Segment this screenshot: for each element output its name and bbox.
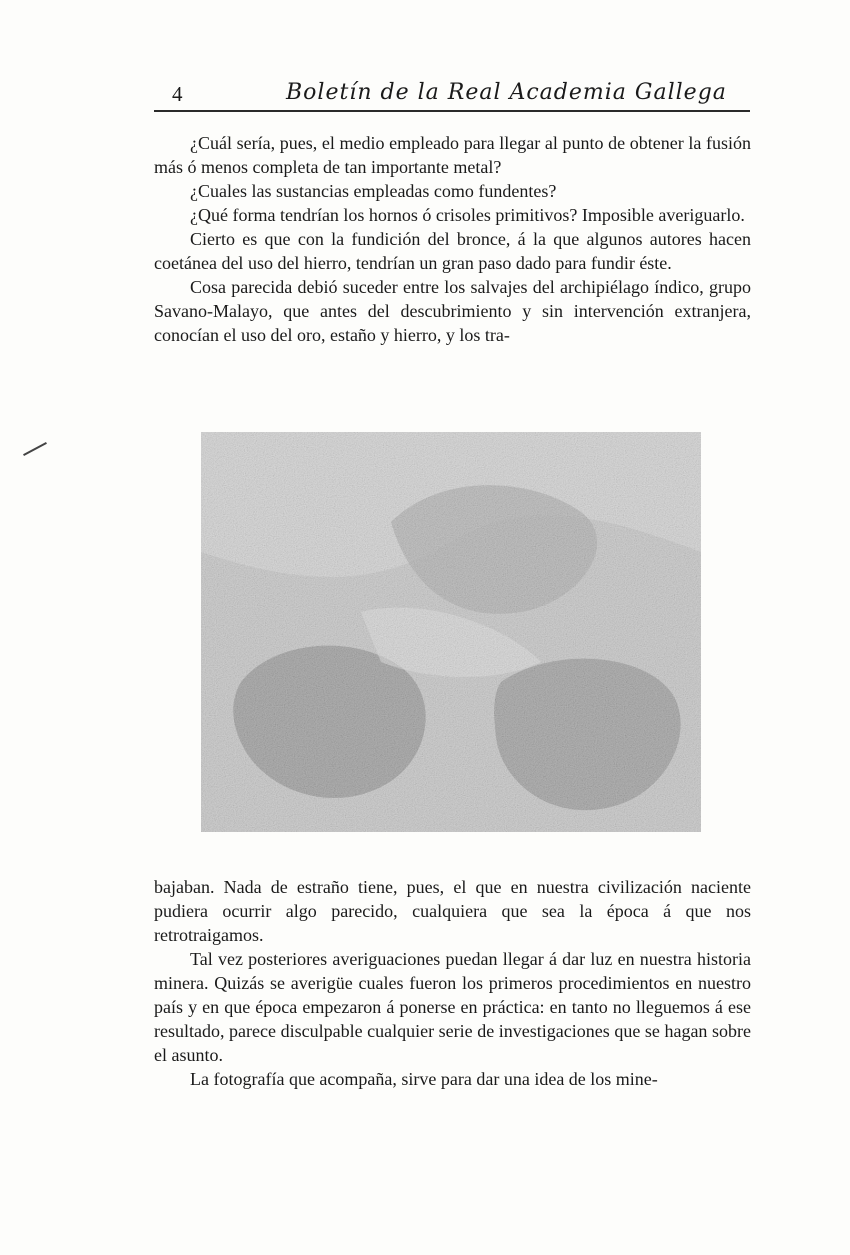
paragraph: ¿Cuál sería, pues, el medio empleado para llegar al punto de obtener la fusión más ó menos completa de tan importante metal?: [154, 133, 751, 177]
halftone-photograph: [201, 432, 701, 832]
paragraph: Tal vez posteriores averiguaciones puedan llegar á dar luz en nuestra historia minera. Quizás se averigüe cuales fueron los primeros procedimientos en nuestro país y en que época empezaron á ponerse en práctica: en tanto no lleguemos á ese resultado, parece disculpable cualquier serie de investigaciones que se hagan sobre el asunto.: [154, 949, 751, 1065]
running-head-title: Boletín de la Real Academia Gallega: [286, 80, 727, 105]
body-text-bottom: [154, 875, 751, 1091]
stray-mark: [23, 442, 47, 456]
paragraph: La fotografía que acompaña, sirve para dar una idea de los mine-: [190, 1069, 658, 1089]
paragraph: ¿Cuales las sustancias empleadas como fundentes?: [190, 181, 557, 201]
body-text-top: [154, 131, 751, 347]
paragraph: bajaban. Nada de estraño tiene, pues, el que en nuestra civilización naciente pudiera ocurrir algo parecido, cualquiera que sea la época á que nos retrotraigamos.: [154, 877, 751, 945]
page-number: 4: [172, 82, 183, 106]
paragraph: Cierto es que con la fundición del bronce, á la que algunos autores hacen coetánea del uso del hierro, tendrían un gran paso dado para fundir éste.: [154, 229, 751, 273]
header-rule: [154, 110, 750, 112]
photo-artwork: [201, 432, 701, 832]
paragraph: Cosa parecida debió suceder entre los salvajes del archipiélago índico, grupo Savano-Malayo, que antes del descubrimiento y sin intervención extranjera, conocían el uso del oro, estaño y hierro, y los tra-: [154, 277, 751, 345]
paragraph: ¿Qué forma tendrían los hornos ó crisoles primitivos? Imposible averiguarlo.: [190, 205, 745, 225]
